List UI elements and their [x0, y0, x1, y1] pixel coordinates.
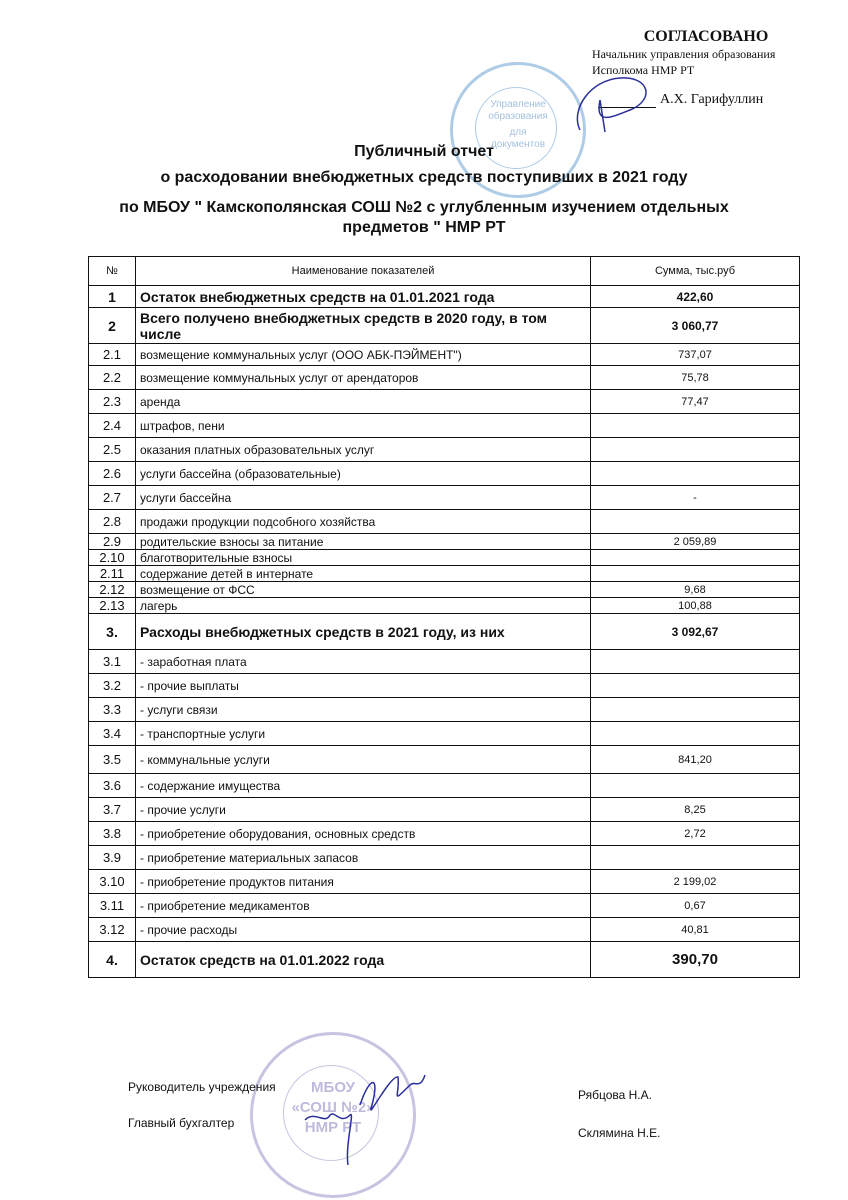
row-number: 3.12	[89, 918, 136, 942]
table-row	[89, 390, 800, 414]
row-label: оказания платных образовательных услуг	[136, 438, 591, 462]
row-sum: 3 060,77	[591, 308, 800, 344]
row-label: аренда	[136, 390, 591, 414]
row-number: 3.8	[89, 822, 136, 846]
table-row	[89, 582, 800, 598]
table-row	[89, 550, 800, 566]
school-stamp-line1: МБОУ	[311, 1079, 355, 1096]
row-number: 3.3	[89, 698, 136, 722]
head-label: Руководитель учреждения	[128, 1080, 276, 1094]
approval-position-line2: Исполкома НМР РТ	[592, 63, 695, 77]
organization-line2: предметов " НМР РТ	[342, 219, 506, 236]
row-number: 2.11	[89, 566, 136, 582]
row-label: Остаток средств на 01.01.2022 года	[136, 942, 591, 978]
row-number: 3.	[89, 614, 136, 650]
top-stamp-line3: для	[509, 127, 527, 138]
row-label: - транспортные услуги	[136, 722, 591, 746]
row-sum: 100,88	[591, 598, 800, 614]
accountant-name: Склямина Н.Е.	[578, 1126, 661, 1140]
row-label: благотворительные взносы	[136, 550, 591, 566]
table-row	[89, 414, 800, 438]
row-sum: 75,78	[591, 366, 800, 390]
row-number: 3.6	[89, 774, 136, 798]
row-sum: 77,47	[591, 390, 800, 414]
row-sum: 390,70	[591, 942, 800, 978]
table-row	[89, 746, 800, 774]
table-row	[89, 798, 800, 822]
table-row	[89, 286, 800, 308]
report-title: Публичный отчет	[354, 143, 494, 160]
row-label: - приобретение продуктов питания	[136, 870, 591, 894]
approval-handwritten-signature	[560, 70, 670, 140]
row-sum: 9,68	[591, 582, 800, 598]
row-number: 2.4	[89, 414, 136, 438]
row-sum: -	[591, 486, 800, 510]
approval-position-line1: Начальник управления образования	[592, 47, 776, 61]
row-number: 2.5	[89, 438, 136, 462]
head-name: Рябцова Н.А.	[578, 1088, 652, 1102]
row-label: родительские взносы за питание	[136, 534, 591, 550]
row-sum	[591, 774, 800, 798]
header-sum: Сумма, тыс.руб	[591, 257, 800, 286]
row-label: - заработная плата	[136, 650, 591, 674]
table-header-row	[89, 257, 800, 286]
row-sum: 40,81	[591, 918, 800, 942]
approval-heading: СОГЛАСОВАНО	[643, 28, 769, 45]
table-row	[89, 674, 800, 698]
row-label: - приобретение медикаментов	[136, 894, 591, 918]
table-row	[89, 486, 800, 510]
row-sum	[591, 414, 800, 438]
row-label: Остаток внебюджетных средств на 01.01.2021 года	[136, 286, 591, 308]
row-number: 2	[89, 308, 136, 344]
row-number: 3.4	[89, 722, 136, 746]
row-label: - услуги связи	[136, 698, 591, 722]
row-label: - приобретение оборудования, основных средств	[136, 822, 591, 846]
row-label: - прочие расходы	[136, 918, 591, 942]
row-label: - прочие услуги	[136, 798, 591, 822]
row-label: услуги бассейна	[136, 486, 591, 510]
row-number: 3.10	[89, 870, 136, 894]
school-stamp-line2: «СОШ №2»	[291, 1099, 375, 1116]
top-stamp-line2: образования	[488, 111, 548, 122]
table-row	[89, 822, 800, 846]
table-row	[89, 344, 800, 366]
row-sum	[591, 650, 800, 674]
table-row	[89, 614, 800, 650]
row-number: 2.13	[89, 598, 136, 614]
header-num: №	[89, 257, 136, 286]
row-label: услуги бассейна (образовательные)	[136, 462, 591, 486]
row-label: Расходы внебюджетных средств в 2021 году, из них	[136, 614, 591, 650]
row-sum: 3 092,67	[591, 614, 800, 650]
table-row	[89, 918, 800, 942]
row-number: 2.9	[89, 534, 136, 550]
report-table	[88, 256, 800, 978]
row-label: - содержание имущества	[136, 774, 591, 798]
row-label: штрафов, пени	[136, 414, 591, 438]
table-row	[89, 438, 800, 462]
table-row	[89, 308, 800, 344]
approval-signatory: А.Х. Гарифуллин	[660, 92, 764, 107]
row-number: 3.1	[89, 650, 136, 674]
row-sum	[591, 722, 800, 746]
row-sum	[591, 674, 800, 698]
top-stamp-line1: Управление	[490, 99, 546, 110]
row-sum	[591, 510, 800, 534]
row-sum: 8,25	[591, 798, 800, 822]
row-number: 2.10	[89, 550, 136, 566]
table-row	[89, 774, 800, 798]
row-sum	[591, 462, 800, 486]
row-label: лагерь	[136, 598, 591, 614]
row-label: возмещение коммунальных услуг (ООО АБК-ПЭЙМЕНТ")	[136, 344, 591, 366]
row-number: 2.6	[89, 462, 136, 486]
row-number: 2.12	[89, 582, 136, 598]
table-row	[89, 894, 800, 918]
row-label: возмещение от ФСС	[136, 582, 591, 598]
row-sum	[591, 550, 800, 566]
table-row	[89, 870, 800, 894]
row-number: 3.5	[89, 746, 136, 774]
row-sum: 422,60	[591, 286, 800, 308]
row-sum: 0,67	[591, 894, 800, 918]
handwritten-signatures	[300, 1065, 440, 1175]
row-number: 1	[89, 286, 136, 308]
row-number: 4.	[89, 942, 136, 978]
row-sum: 737,07	[591, 344, 800, 366]
row-number: 2.3	[89, 390, 136, 414]
header-name: Наименование показателей	[136, 257, 591, 286]
table-row	[89, 942, 800, 978]
row-number: 2.8	[89, 510, 136, 534]
row-label: возмещение коммунальных услуг от арендаторов	[136, 366, 591, 390]
row-label: - прочие выплаты	[136, 674, 591, 698]
row-sum: 2,72	[591, 822, 800, 846]
top-stamp-line4: документов	[490, 139, 546, 150]
row-number: 3.9	[89, 846, 136, 870]
row-sum: 2 199,02	[591, 870, 800, 894]
row-number: 3.2	[89, 674, 136, 698]
table-row	[89, 598, 800, 614]
table-row	[89, 534, 800, 550]
report-subtitle: о расходовании внебюджетных средств поступивших в 2021 году	[160, 169, 688, 186]
table-row	[89, 566, 800, 582]
row-sum	[591, 846, 800, 870]
row-number: 2.2	[89, 366, 136, 390]
organization-line1: по МБОУ " Камскополянская СОШ №2 с углубленным изучением отдельных	[119, 199, 729, 216]
row-sum: 841,20	[591, 746, 800, 774]
row-label: продажи продукции подсобного хозяйства	[136, 510, 591, 534]
row-label: - коммунальные услуги	[136, 746, 591, 774]
row-sum	[591, 438, 800, 462]
row-number: 2.1	[89, 344, 136, 366]
row-label: Всего получено внебюджетных средств в 2020 году, в том числе	[136, 308, 591, 344]
table-row	[89, 650, 800, 674]
row-label: содержание детей в интернате	[136, 566, 591, 582]
accountant-label: Главный бухгалтер	[128, 1116, 235, 1130]
school-stamp-line3: НМР РТ	[304, 1119, 362, 1136]
table-row	[89, 366, 800, 390]
row-sum	[591, 698, 800, 722]
table-row	[89, 698, 800, 722]
row-sum: 2 059,89	[591, 534, 800, 550]
row-number: 2.7	[89, 486, 136, 510]
row-sum	[591, 566, 800, 582]
table-row	[89, 722, 800, 746]
table-row	[89, 510, 800, 534]
row-label: - приобретение материальных запасов	[136, 846, 591, 870]
row-number: 3.7	[89, 798, 136, 822]
table-row	[89, 462, 800, 486]
row-number: 3.11	[89, 894, 136, 918]
table-row	[89, 846, 800, 870]
